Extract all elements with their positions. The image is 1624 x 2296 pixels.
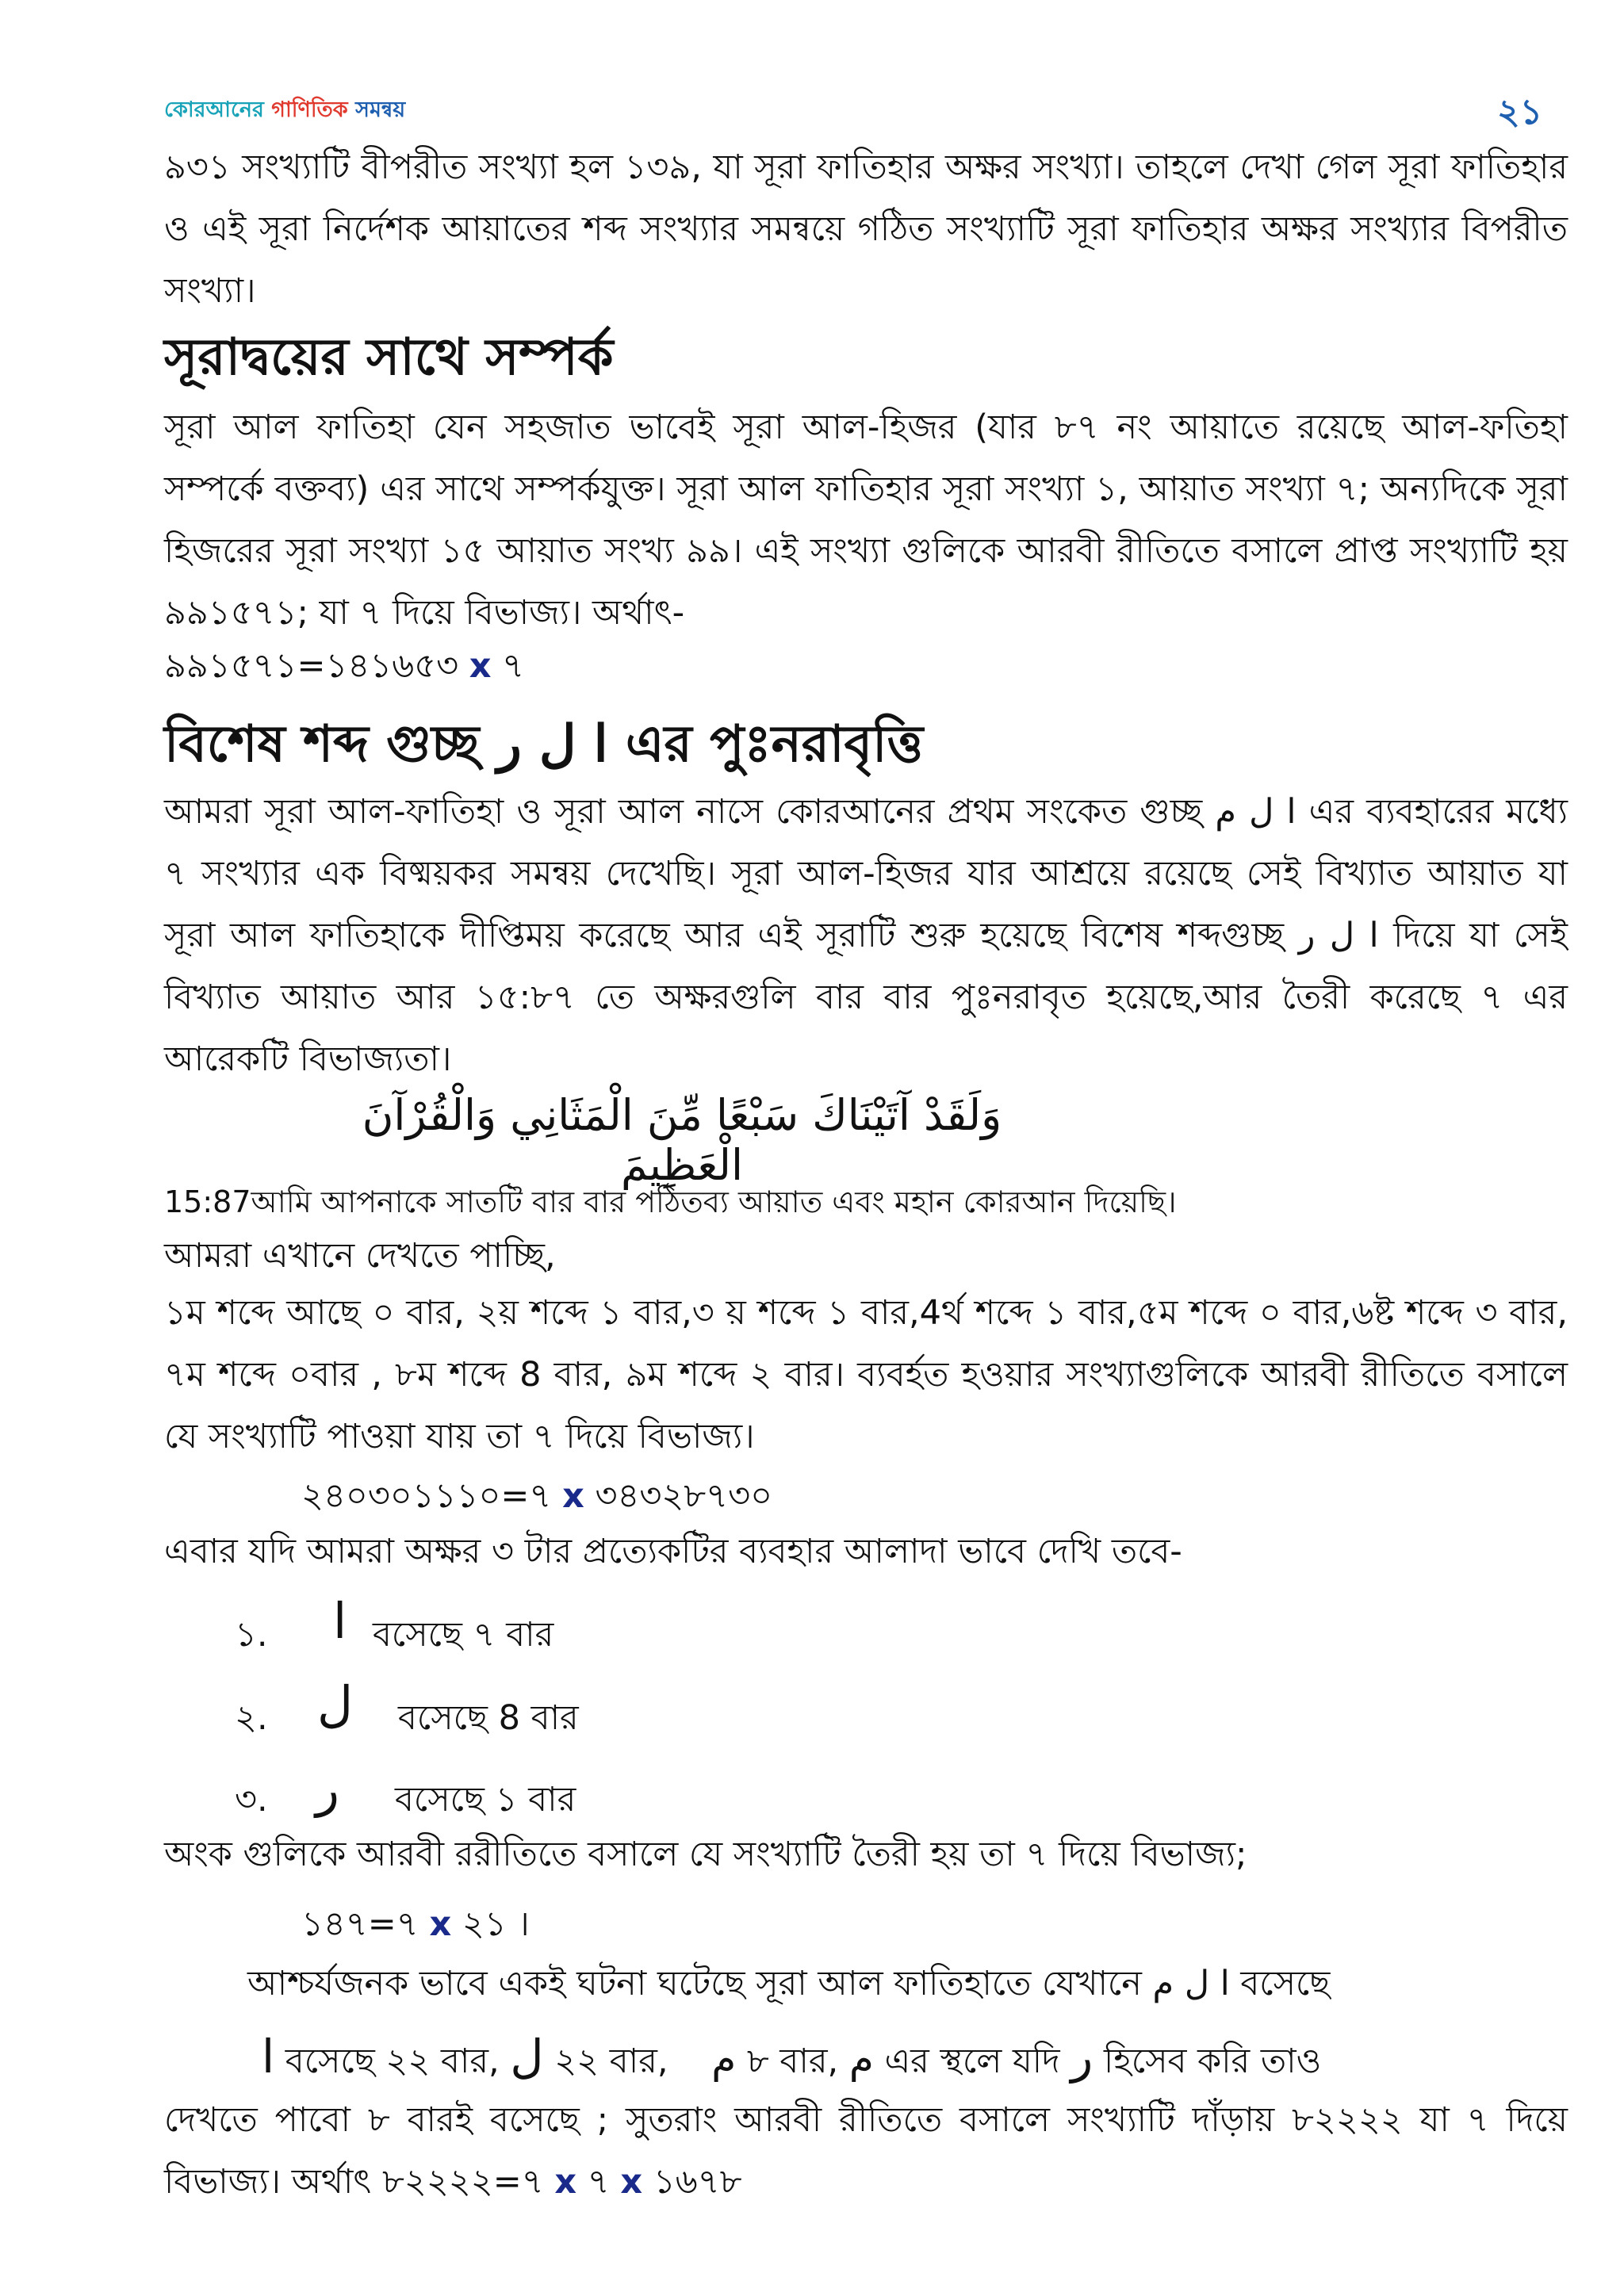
multiply-sign: x (554, 2162, 577, 2202)
section-heading-2 (164, 706, 923, 790)
paragraph-4: আমরা এখানে দেখতে পাচ্ছি, (164, 1236, 556, 1276)
paragraph-6: এবার যদি আমরা অক্ষর ৩ টার প্রত্যেকটির ব্যবহার আলাদা ভাবে দেখি তবে- (164, 1532, 1182, 1571)
section-heading-1: সূরাদ্বয়ের সাথে সম্পর্ক (164, 328, 614, 387)
arabic-letter: ل (510, 2030, 544, 2084)
paragraph-8-arabic: ا ل م (1152, 1964, 1230, 2003)
paragraph-8-part-2: বসেছে (1240, 1964, 1331, 2003)
equation-2-right: ৩৪৩২৮৭৩০ (595, 1476, 773, 1516)
paragraph-3-part-3: দিয়ে যা সেই বিখ্যাত আয়াত আর ১৫:৮৭ তে অক্ষরগুলি বার বার পুঃনরাবৃত হয়েছে,আর তৈরী করেছে ৭ এর আরেকটি বিভাজ্যতা। (164, 916, 1568, 1079)
paragraph-9-text: ২২ বার, (554, 2042, 668, 2081)
list-item-arabic: ل (317, 1675, 354, 1733)
equation-1 (164, 641, 524, 697)
list-item-text: বসেছে ১ বার (395, 1780, 576, 1820)
paragraph-8-part-1: আশ্চর্যজনক ভাবে একই ঘটনা ঘটেছে সূরা আল ফাতিহাতে যেখানে (247, 1964, 1142, 2003)
equation-1-left: ৯৯১৫৭১=১৪১৬৫৩ (164, 646, 459, 686)
equation-3-left: ১৪৭=৭ (301, 1904, 419, 1944)
paragraph-3-arabic-1: ا ل م (1215, 792, 1297, 832)
equation-4-right: ১৬৭৮ (653, 2162, 742, 2202)
multiply-sign: x (469, 646, 492, 686)
paragraph-7: অংক গুলিকে আরবী ররীতিতে বসালে যে সংখ্যাটি তৈরী হয় তা ৭ দিয়ে বিভাজ্য; (164, 1835, 1247, 1874)
list-item-number: ৩. (235, 1780, 268, 1820)
paragraph-9-first-line (262, 2030, 1321, 2092)
paragraph-3 (164, 781, 1568, 1090)
equation-4-left: ৮২২২২=৭ (381, 2162, 544, 2202)
paragraph-9-text: বসেছে ২২ বার, (285, 2042, 500, 2081)
arabic-letter: ر (1071, 2030, 1094, 2084)
header-title-part1: কোরআনের (164, 98, 272, 122)
paragraph-3-arabic-2: ا ل ر (1298, 916, 1379, 955)
paragraph-3-part-2: এর ব্যবহারের মধ্যে ৭ সংখ্যার এক বিষ্ময়কর সমন্বয় দেখেছি। সূরা আল-হিজর যার আশ্রয়ে রয়েছে সেই বিখ্যাত আয়াত যা সূরা আল ফাতিহাকে দীপ্তিময় করেছে আর এই সূরাটি শুরু হয়েছে বিশেষ শব্দগুচ্ছ (164, 792, 1568, 955)
paragraph-9-text: এর স্থলে যদি (884, 2042, 1060, 2081)
equation-4-mid: ৭ (587, 2162, 610, 2202)
running-header (164, 94, 405, 129)
paragraph-9-rest (164, 2089, 1568, 2213)
page-number: ২১ (1497, 92, 1543, 132)
multiply-sign: x (620, 2162, 643, 2202)
header-title-part2: গাণিতিক (271, 98, 356, 122)
equation-2 (301, 1471, 772, 1527)
paragraph-2: সূরা আল ফাতিহা যেন সহজাত ভাবেই সূরা আল-হিজর (যার ৮৭ নং আয়াতে রয়েছে আল-ফতিহা সম্পর্কে বক্তব্য) এর সাথে সম্পর্কযুক্ত। সূরা আল ফাতিহার সূরা সংখ্যা ১, আয়াত সংখ্যা ৭; অন্যদিকে সূরা হিজরের সূরা সংখ্যা ১৫ আয়াত সংখ্য ৯৯। এই সংখ্যা গুলিকে আরবী রীতিতে বসালে প্রাপ্ত সংখ্যাটি হয় ৯৯১৫৭১; যা ৭ দিয়ে বিভাজ্য। অর্থাৎ- (164, 408, 1568, 633)
equation-3-right: ২১ । (462, 1904, 530, 1944)
ayah-translation: 15:87আমি আপনাকে সাতটি বার বার পঠিতব্য আয়াত এবং মহান কোরআন দিয়েছি। (164, 1184, 1177, 1219)
list-item-number: ১. (235, 1615, 268, 1655)
paragraph-9-text: ৮ বার, (746, 2042, 839, 2081)
heading-2-arabic: ا ل ر (496, 714, 608, 774)
list-item-arabic: ا (333, 1592, 347, 1650)
arabic-letter: م (848, 2036, 874, 2082)
arabic-letter: م (711, 2036, 737, 2082)
list-item-text: বসেছে 8 বার (398, 1698, 579, 1738)
header-title-part3: সমন্বয় (355, 98, 406, 122)
paragraph-5: ১ম শব্দে আছে ০ বার, ২য় শব্দে ১ বার,৩ য় শব্দে ১ বার,4র্থ শব্দে ১ বার,৫ম শব্দে ০ বার,৬ষ্ট শব্দে ৩ বার, ৭ম শব্দে ০বার , ৮ম শব্দে 8 বার, ৯ম শব্দে ২ বার। ব্যবর্হত হওয়ার সংখ্যাগুলিকে আরবী রীতিতে বসালে যে সংখ্যাটি পাওয়া যায় তা ৭ দিয়ে বিভাজ্য। (164, 1293, 1568, 1456)
equation-3 (301, 1899, 530, 1955)
heading-2-text-2: এর পুঃনরাবৃত্তি (625, 715, 924, 774)
list-item-arabic: ر (316, 1760, 339, 1818)
paragraph-3-part-1: আমরা সূরা আল-ফাতিহা ও সূরা আল নাসে কোরআনের প্রথম সংকেত গুচ্ছ (164, 792, 1203, 832)
multiply-sign: x (562, 1476, 584, 1516)
heading-2-text-1: বিশেষ শব্দ গুচ্ছ (164, 715, 480, 774)
paragraph-9-rest-text: দেখতে পাবো ৮ বারই বসেছে ; সুতরাং আরবী রীতিতে বসালে সংখ্যাটি দাঁড়ায় ৮২২২২ যা ৭ দিয়ে বিভাজ্য। অর্থাৎ (164, 2100, 1568, 2202)
list-item-text: বসেছে ৭ বার (373, 1615, 554, 1655)
equation-2-left: ২৪০৩০১১১০=৭ (301, 1476, 552, 1516)
arabic-letter: ا (262, 2030, 275, 2084)
paragraph-9-text: হিসেব করি তাও (1103, 2042, 1322, 2081)
equation-4 (382, 2162, 742, 2202)
list-item-number: ২. (235, 1698, 268, 1738)
equation-1-right: ৭ (502, 646, 525, 686)
paragraph-8 (247, 1958, 1330, 2015)
quran-ayah: وَلَقَدْ آتَيْنَاكَ سَبْعًا مِّنَ الْمَثَانِي وَالْقُرْآنَ الْعَظِيمَ (362, 1090, 1002, 1190)
paragraph-1: ৯৩১ সংখ্যাটি বীপরীত সংখ্যা হল ১৩৯, যা সূরা ফাতিহার অক্ষর সংখ্যা। তাহলে দেখা গেল সূরা ফাতিহার ও এই সূরা নির্দেশক আয়াতের শব্দ সংখ্যার সমন্বয়ে গঠিত সংখ্যাটি সূরা ফাতিহার অক্ষর সংখ্যার বিপরীত সংখ্যা। (164, 147, 1568, 311)
multiply-sign: x (429, 1904, 452, 1944)
